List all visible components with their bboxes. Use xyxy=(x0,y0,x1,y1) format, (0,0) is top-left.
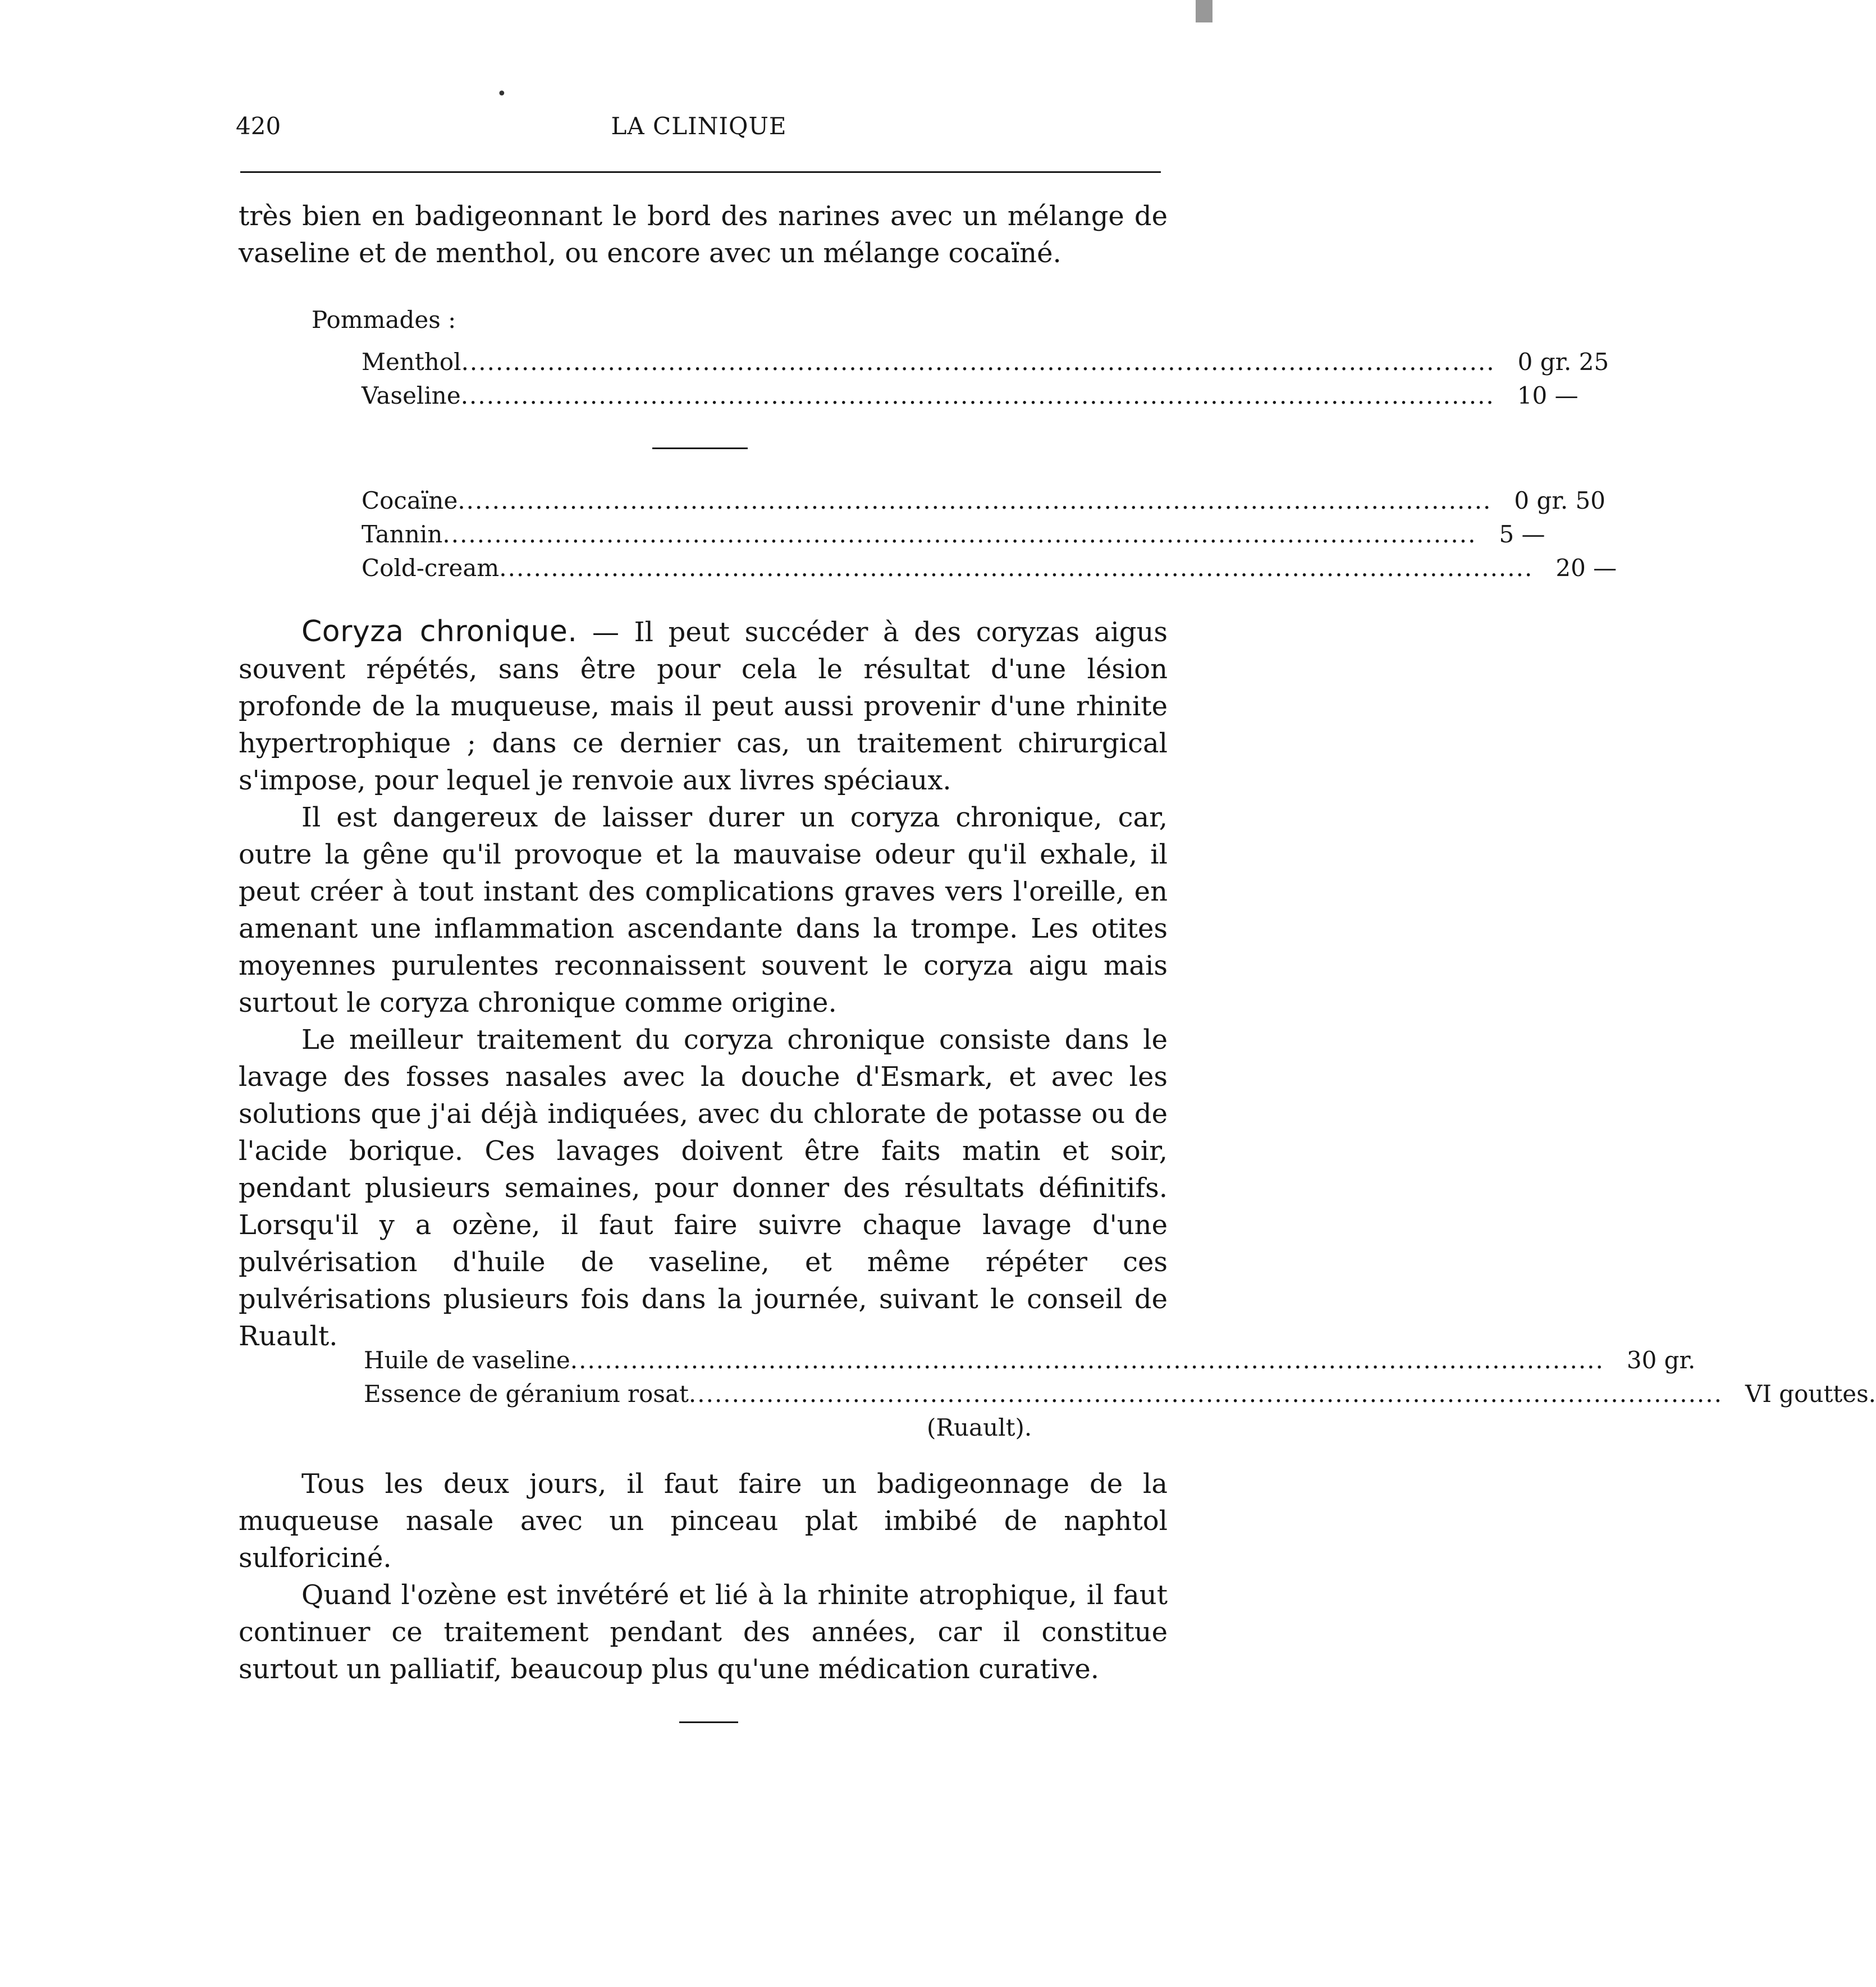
ingredient-dose: 0 gr. 25 xyxy=(1517,348,1609,376)
pommades-label: Pommades : xyxy=(312,306,456,334)
leader-dots: ........................................................................................................................ xyxy=(461,348,1495,376)
running-title: LA CLINIQUE xyxy=(611,112,787,140)
intro-paragraph: très bien en badigeonnant le bord des narines avec un mélange de vaseline et de menthol, ou encore avec un mélange cocaïné. xyxy=(239,200,1168,269)
ingredient-dose: 10 — xyxy=(1517,382,1578,409)
recipe-separator xyxy=(652,447,748,449)
leader-dots: ........................................................................................................................ xyxy=(460,382,1495,409)
section-paragraph-text: — Il peut succéder à des coryzas aigus souvent répétés, sans être pour cela le résultat d'une lésion profonde de la muqueuse, mais il peut aussi provenir d'une rhinite hypertrophique ; dans ce dernier cas, un traitement chirurgical s'impose, pour lequel je renvoie aux livres spéciaux. xyxy=(239,616,1168,796)
recipe-line xyxy=(362,484,1605,518)
page-edge-mark xyxy=(1196,0,1212,22)
ingredient-name: Vaseline xyxy=(362,382,461,409)
recipe-line xyxy=(364,1377,1876,1411)
recipe-source: (Ruault). xyxy=(927,1414,1032,1441)
ingredient-name: Cocaïne xyxy=(362,487,458,514)
ingredient-dose: 20 — xyxy=(1555,554,1617,582)
leader-dots: ........................................................................................................................ xyxy=(499,554,1534,582)
intro-block xyxy=(239,198,1168,272)
leader-dots: ........................................................................................................................ xyxy=(570,1346,1604,1374)
ingredient-dose: 0 gr. 50 xyxy=(1514,487,1605,514)
ingredient-name: Essence de géranium rosat xyxy=(364,1380,689,1408)
page-number: 420 xyxy=(236,112,281,140)
ingredient-dose: VI gouttes. xyxy=(1745,1380,1876,1408)
ingredient-name: Menthol xyxy=(362,348,461,376)
closing-paragraph: Tous les deux jours, il faut faire un badigeonnage de la muqueuse nasale avec un pinceau plat imbibé de naphtol sulforiciné. xyxy=(239,1468,1168,1574)
section-coryza-chronique xyxy=(239,613,1168,1355)
section-heading: Coryza chronique. xyxy=(301,615,578,648)
end-rule xyxy=(679,1721,738,1723)
recipe-line xyxy=(362,551,1617,585)
ink-speck: • xyxy=(497,84,507,104)
leader-dots: ........................................................................................................................ xyxy=(688,1380,1723,1408)
leader-dots: ........................................................................................................................ xyxy=(457,487,1492,514)
recipe-huile-vaseline xyxy=(364,1344,1876,1445)
recipe-line xyxy=(362,345,1609,379)
ingredient-dose: 5 — xyxy=(1499,520,1545,548)
ingredient-name: Tannin xyxy=(362,520,443,548)
section-paragraph: Il est dangereux de laisser durer un coryza chronique, car, outre la gêne qu'il provoque et la mauvaise odeur qu'il exhale, il peut créer à tout instant des complications graves vers l'oreille, en amenant une inflammation ascendante dans la trompe. Les otites moyennes purulentes reconnaissent souvent le coryza aigu mais surtout le coryza chronique comme origine. xyxy=(239,802,1168,1018)
section-paragraph: Le meilleur traitement du coryza chronique consiste dans le lavage des fosses nasales avec la douche d'Esmark, et avec les solutions que j'ai déjà indiquées, avec du chlorate de potasse ou de l'acide borique. Ces lavages doivent être faits matin et soir, pendant plusieurs semaines, pour donner des résultats définitifs. Lorsqu'il y a ozène, il faut faire suivre chaque lavage d'une pulvérisation d'huile de vaseline, et même répéter ces pulvérisations plusieurs fois dans la journée, suivant le conseil de Ruault. xyxy=(239,1024,1168,1352)
recipe-line xyxy=(362,379,1578,413)
ingredient-name: Cold-cream xyxy=(362,554,500,582)
recipe-line xyxy=(362,518,1545,551)
page-header xyxy=(236,112,1162,146)
header-rule xyxy=(240,171,1161,173)
closing-paragraph: Quand l'ozène est invétéré et lié à la rhinite atrophique, il faut continuer ce traitement pendant des années, car il constitue surtout un palliatif, beaucoup plus qu'une médication curative. xyxy=(239,1579,1168,1685)
recipe-menthol-vaseline xyxy=(362,345,1609,413)
recipe-cocaine-tannin xyxy=(362,484,1617,585)
closing-block xyxy=(239,1465,1168,1688)
leader-dots: ........................................................................................................................ xyxy=(442,520,1477,548)
section-paragraph xyxy=(239,613,1168,799)
recipe-line xyxy=(364,1344,1696,1377)
ingredient-name: Huile de vaseline xyxy=(364,1346,570,1374)
ingredient-dose: 30 gr. xyxy=(1626,1346,1696,1374)
